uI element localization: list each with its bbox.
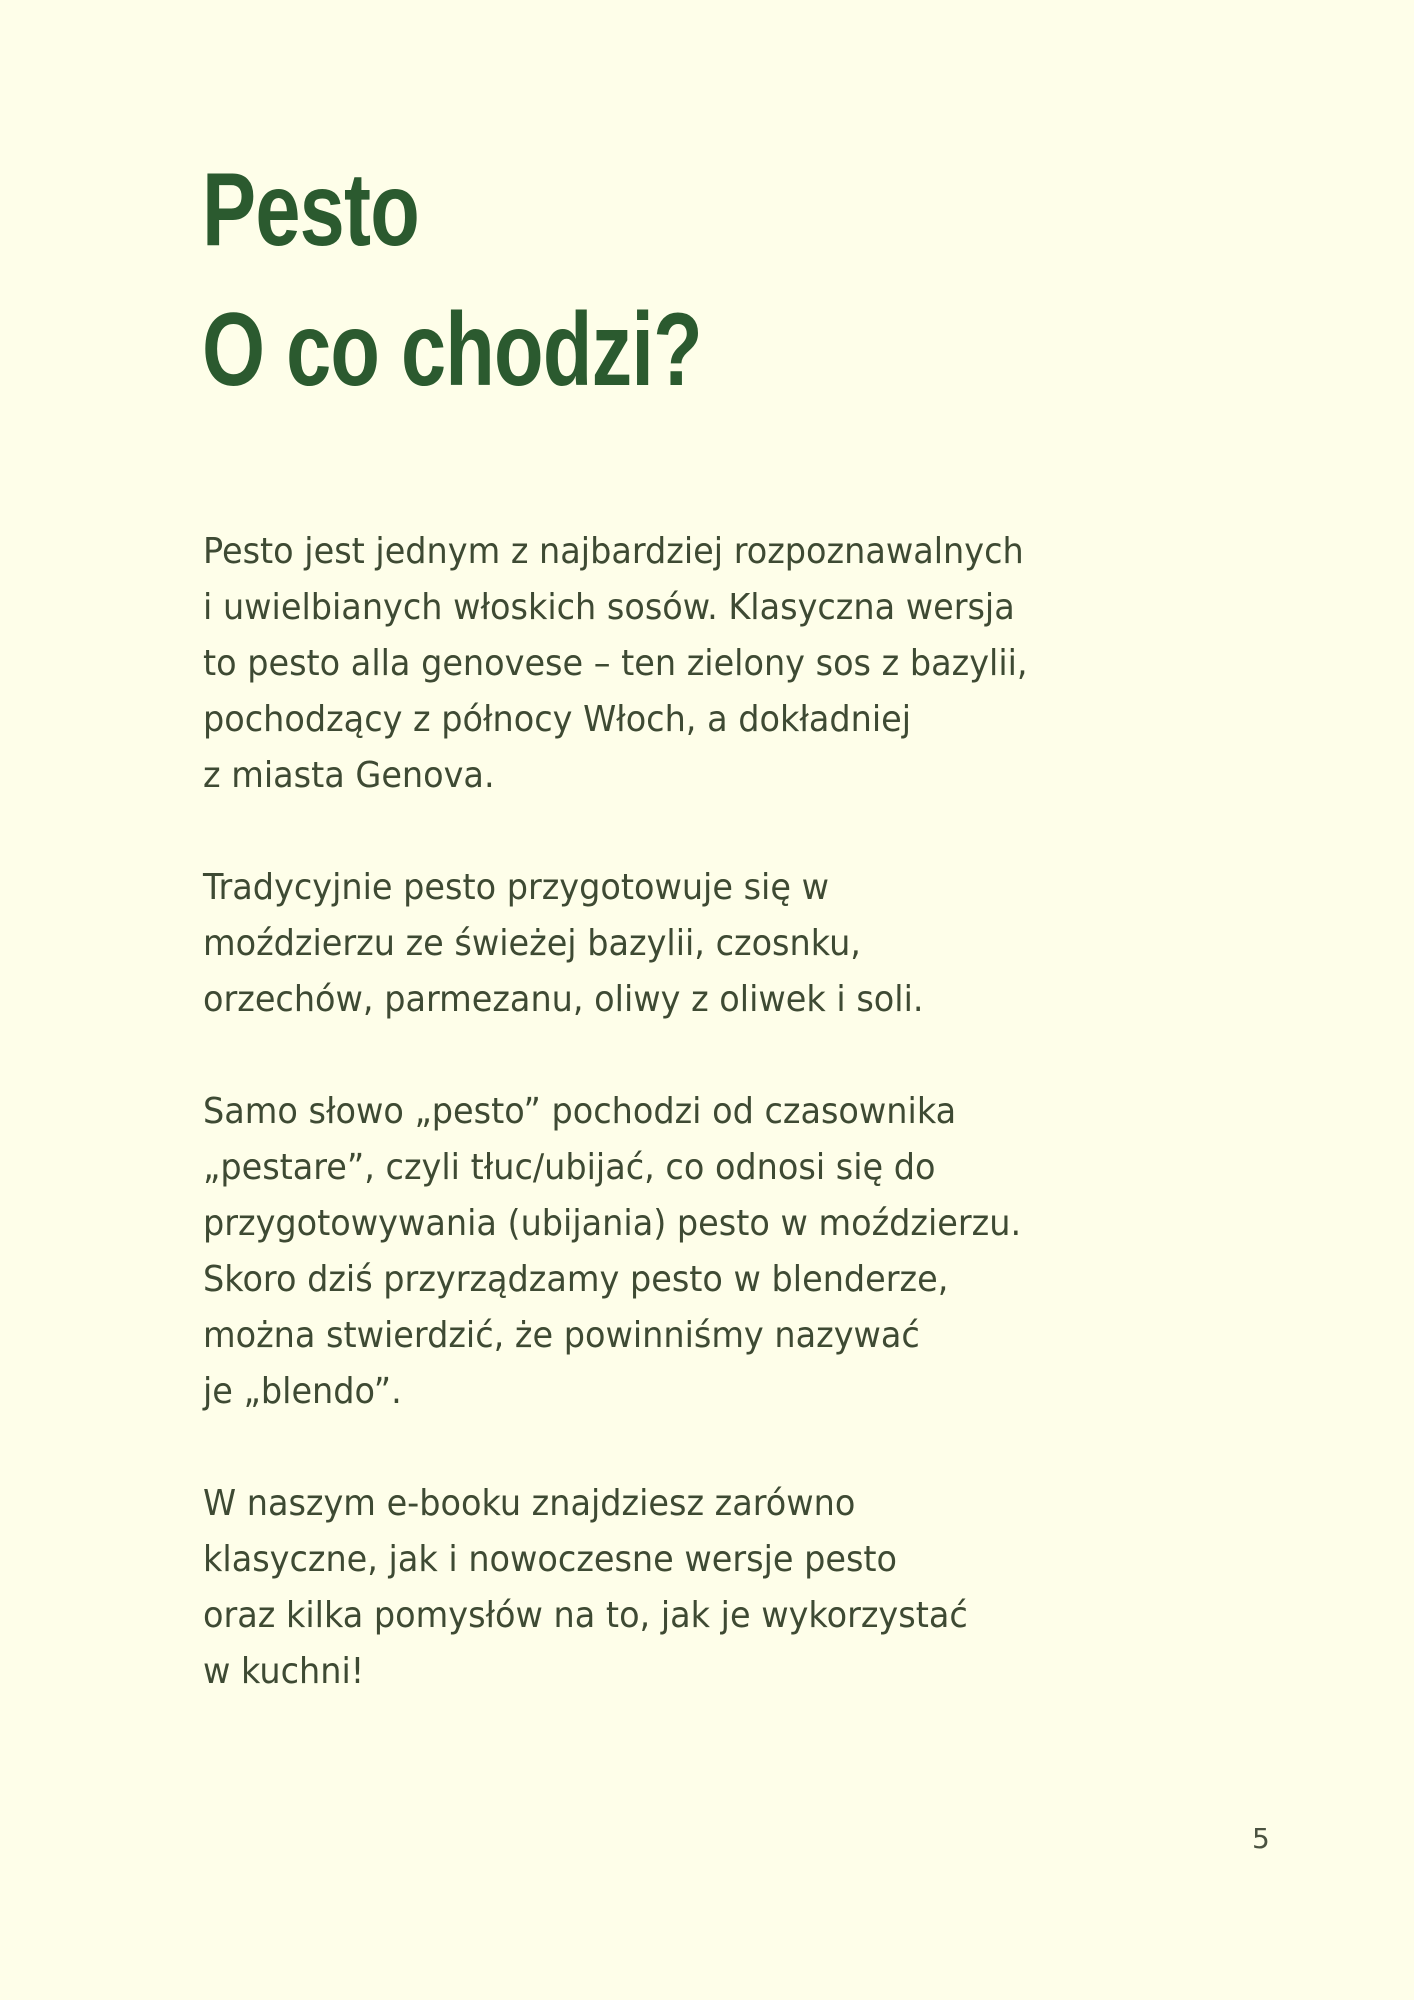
paragraph-3 <box>203 1084 1143 1420</box>
text-line: Tradycyjnie pesto przygotowuje się w <box>203 867 829 908</box>
text-line: to pesto alla genovese – ten zielony sos z bazylii, <box>203 643 1028 684</box>
paragraph-4 <box>203 1476 1143 1700</box>
text-line: można stwierdzić, że powinniśmy nazywać <box>203 1315 920 1356</box>
text-line: Samo słowo „pesto” pochodzi od czasownika <box>203 1091 957 1132</box>
title-line-1: Pesto <box>202 152 420 268</box>
text-line: „pestare”, czyli tłuc/ubijać, co odnosi się do <box>203 1147 936 1188</box>
text-line: W naszym e-booku znajdziesz zarówno <box>203 1483 856 1524</box>
text-line: Pesto jest jednym z najbardziej rozpoznawalnych <box>203 531 1024 572</box>
page-number: 5 <box>1252 1822 1270 1855</box>
paragraph-1 <box>203 524 1143 804</box>
text-line: je „blendo”. <box>203 1371 402 1412</box>
text-line: pochodzący z północy Włoch, a dokładniej <box>203 699 912 740</box>
title-line-2: O co chodzi? <box>202 292 702 408</box>
text-line: Skoro dziś przyrządzamy pesto w blenderze, <box>203 1259 949 1300</box>
text-line: moździerzu ze świeżej bazylii, czosnku, <box>203 923 861 964</box>
page-title <box>202 140 1202 420</box>
text-line: klasyczne, jak i nowoczesne wersje pesto <box>203 1539 898 1580</box>
body-text <box>203 524 1143 1756</box>
paragraph-2 <box>203 860 1143 1028</box>
text-line: przygotowywania (ubijania) pesto w moździerzu. <box>203 1203 1022 1244</box>
text-line: w kuchni! <box>203 1651 365 1692</box>
text-line: oraz kilka pomysłów na to, jak je wykorzystać <box>203 1595 968 1636</box>
text-line: orzechów, parmezanu, oliwy z oliwek i soli. <box>203 979 924 1020</box>
text-line: z miasta Genova. <box>203 755 495 796</box>
text-line: i uwielbianych włoskich sosów. Klasyczna wersja <box>203 587 1015 628</box>
